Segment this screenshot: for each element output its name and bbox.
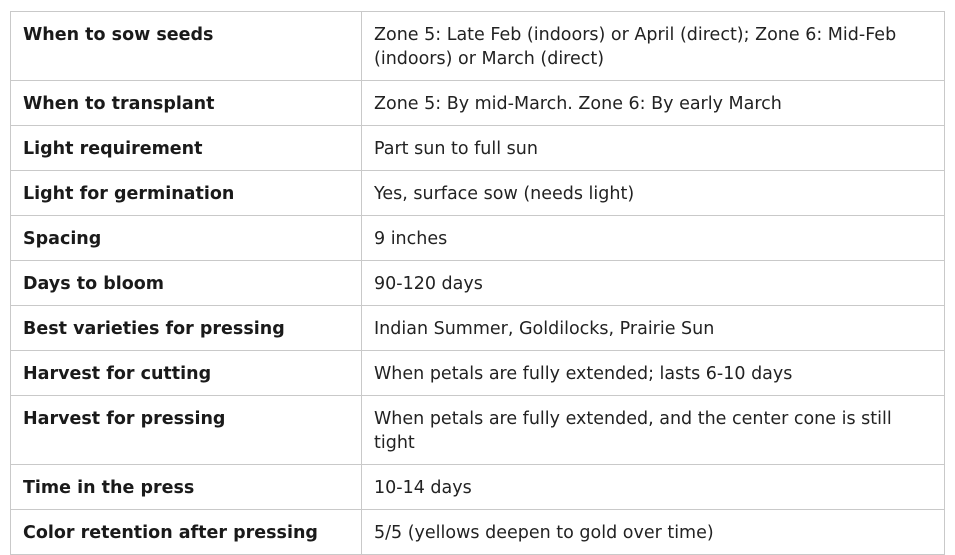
table-row <box>11 306 945 351</box>
table-row <box>11 351 945 396</box>
table-row <box>11 465 945 510</box>
row-value: When petals are fully extended; lasts 6-10 days <box>362 351 945 396</box>
row-label: Color retention after pressing <box>11 510 362 555</box>
table-row <box>11 216 945 261</box>
row-label: Best varieties for pressing <box>11 306 362 351</box>
row-value: When petals are fully extended, and the center cone is still tight <box>362 396 945 465</box>
row-label: Harvest for pressing <box>11 396 362 465</box>
growing-info-table <box>10 11 945 555</box>
row-label: Harvest for cutting <box>11 351 362 396</box>
row-value: Yes, surface sow (needs light) <box>362 171 945 216</box>
row-value: Zone 5: Late Feb (indoors) or April (direct); Zone 6: Mid-Feb (indoors) or March (direct) <box>362 12 945 81</box>
table-row <box>11 171 945 216</box>
table-row <box>11 81 945 126</box>
row-label: Light for germination <box>11 171 362 216</box>
row-label: When to transplant <box>11 81 362 126</box>
table-row <box>11 12 945 81</box>
row-label: Spacing <box>11 216 362 261</box>
growing-info-table-container <box>10 11 944 555</box>
table-row <box>11 261 945 306</box>
row-value: 10-14 days <box>362 465 945 510</box>
row-value: 90-120 days <box>362 261 945 306</box>
row-value: Indian Summer, Goldilocks, Prairie Sun <box>362 306 945 351</box>
table-row <box>11 396 945 465</box>
table-row <box>11 126 945 171</box>
row-value: 5/5 (yellows deepen to gold over time) <box>362 510 945 555</box>
row-value: 9 inches <box>362 216 945 261</box>
row-label: When to sow seeds <box>11 12 362 81</box>
row-value: Zone 5: By mid-March. Zone 6: By early March <box>362 81 945 126</box>
row-value: Part sun to full sun <box>362 126 945 171</box>
row-label: Light requirement <box>11 126 362 171</box>
row-label: Days to bloom <box>11 261 362 306</box>
table-row <box>11 510 945 555</box>
row-label: Time in the press <box>11 465 362 510</box>
